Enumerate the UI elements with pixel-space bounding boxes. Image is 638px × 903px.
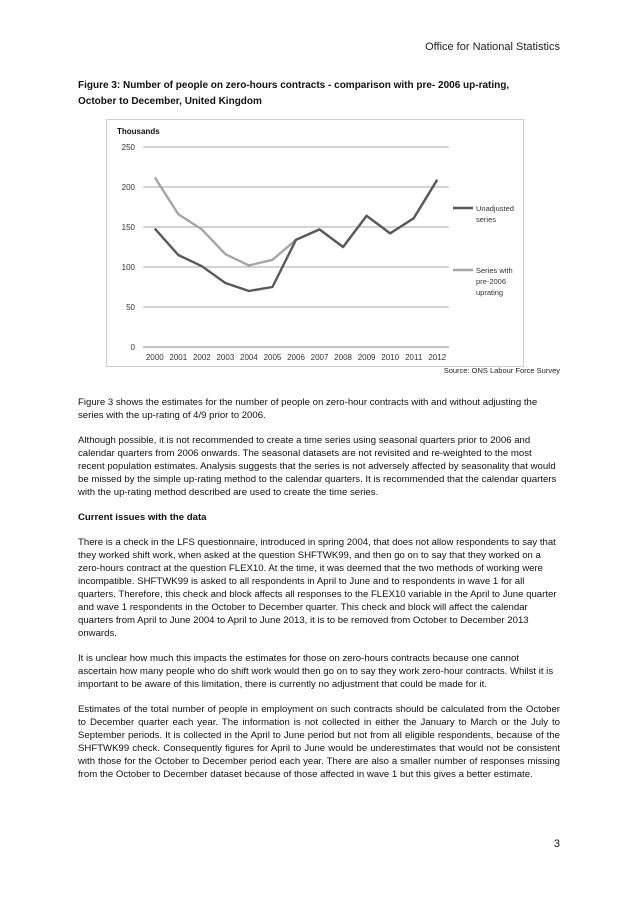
line-chart <box>106 119 524 367</box>
legend-label-1-2: uprating <box>476 288 504 297</box>
section-heading: Current issues with the data <box>78 512 207 523</box>
paragraph-2: Although possible, it is not recommended to create a time series using seasonal quarters prior to 2006 and calendar quarters from 2006 onwards. The seasonal datasets are not revisited and re-weighted to the most recent population estimates. Analysis suggests that the series is not adversely affected by seasonality that would be missed by the simple up-rating method to the calendar quarters. It is recommended that the calendar quarters with the up-rating method described are used to create the time series. <box>78 435 557 498</box>
x-tick-label-2003: 2003 <box>216 353 235 362</box>
chart-svg <box>107 120 525 368</box>
x-tick-label-2006: 2006 <box>287 353 305 362</box>
paragraph-4: It is unclear how much this impacts the estimates for those on zero-hours contracts because one cannot ascertain how many people who do shift work would then go on to say they work zero-hour contracts. Whilst it is important to be aware of this limitation, there is currently no adjustment that could be made for it. <box>78 653 554 690</box>
series-line-0 <box>155 180 437 291</box>
y-tick-label-150: 150 <box>121 223 135 232</box>
y-tick-label-0: 0 <box>130 343 135 352</box>
x-tick-label-2011: 2011 <box>405 353 423 362</box>
y-tick-label-200: 200 <box>121 183 135 192</box>
body-text <box>78 396 560 793</box>
paragraph-3: There is a check in the LFS questionnaire, introduced in spring 2004, that does not allow respondents to say that they worked shift work, when asked at the question SHFTWK99, and then go on to say that they worked on a zero-hours contract at the question FLEX10. At the time, it was deemed that the two methods of working were incompatible. SHFTWK99 is asked to all respondents in April to June and to respondents in wave 1 for all quarters. Therefore, this check and block affects all responses to the FLEX10 variable in the April to June quarter and wave 1 respondents in the October to December quarter. This check and block will affect the calendar quarters from April to June 2004 to April to June 2013, it is to be removed from October to December 2013 onwards. <box>78 537 557 639</box>
figure-source: Source: ONS Labour Force Survey <box>443 366 560 375</box>
y-tick-label-250: 250 <box>121 143 135 152</box>
x-tick-label-2004: 2004 <box>240 353 258 362</box>
y-axis-label: Thousands <box>117 127 160 136</box>
series-line-1 <box>155 177 437 265</box>
x-tick-label-2012: 2012 <box>428 353 447 362</box>
figure-title <box>78 78 558 110</box>
y-tick-label-100: 100 <box>121 263 135 272</box>
page-number: 3 <box>553 838 560 850</box>
figure-title-line-2: October to December, United Kingdom <box>78 96 262 107</box>
legend-label-1-1: pre-2006 <box>476 277 507 286</box>
legend-label-0-1: series <box>476 215 497 224</box>
x-tick-label-2007: 2007 <box>310 353 329 362</box>
legend-label-1-0: Series with <box>476 266 513 275</box>
page-header-org: Office for National Statistics <box>425 41 560 53</box>
paragraph-5: Estimates of the total number of people in employment on such contracts should be calculated from the October to December quarter each year. The information is not collected in either the January to March or the July to September periods. It is collected in the April to June period but not from all eligible respondents, because of the SHFTWK99 check. Consequently figures for April to June would be underestimates that would not be consistent with those for the October to December period each year. There are also a smaller number of responses missing from the October to December dataset because of those affected in wave 1 but this gives a better estimate. <box>78 704 560 780</box>
x-tick-label-2001: 2001 <box>169 353 188 362</box>
legend-label-0-0: Unadjusted <box>476 204 514 213</box>
y-tick-label-50: 50 <box>126 303 135 312</box>
figure-title-line-1: Figure 3: Number of people on zero-hours contracts - comparison with pre- 2006 up-rating, <box>78 80 510 91</box>
x-tick-label-2000: 2000 <box>145 353 164 362</box>
paragraph-1: Figure 3 shows the estimates for the number of people on zero-hour contracts with and without adjusting the series with the up-rating of 4/9 prior to 2006. <box>78 397 538 421</box>
x-tick-label-2005: 2005 <box>263 353 282 362</box>
x-tick-label-2008: 2008 <box>334 353 352 362</box>
x-tick-label-2010: 2010 <box>381 353 400 362</box>
x-tick-label-2002: 2002 <box>192 353 211 362</box>
x-tick-label-2009: 2009 <box>357 353 376 362</box>
